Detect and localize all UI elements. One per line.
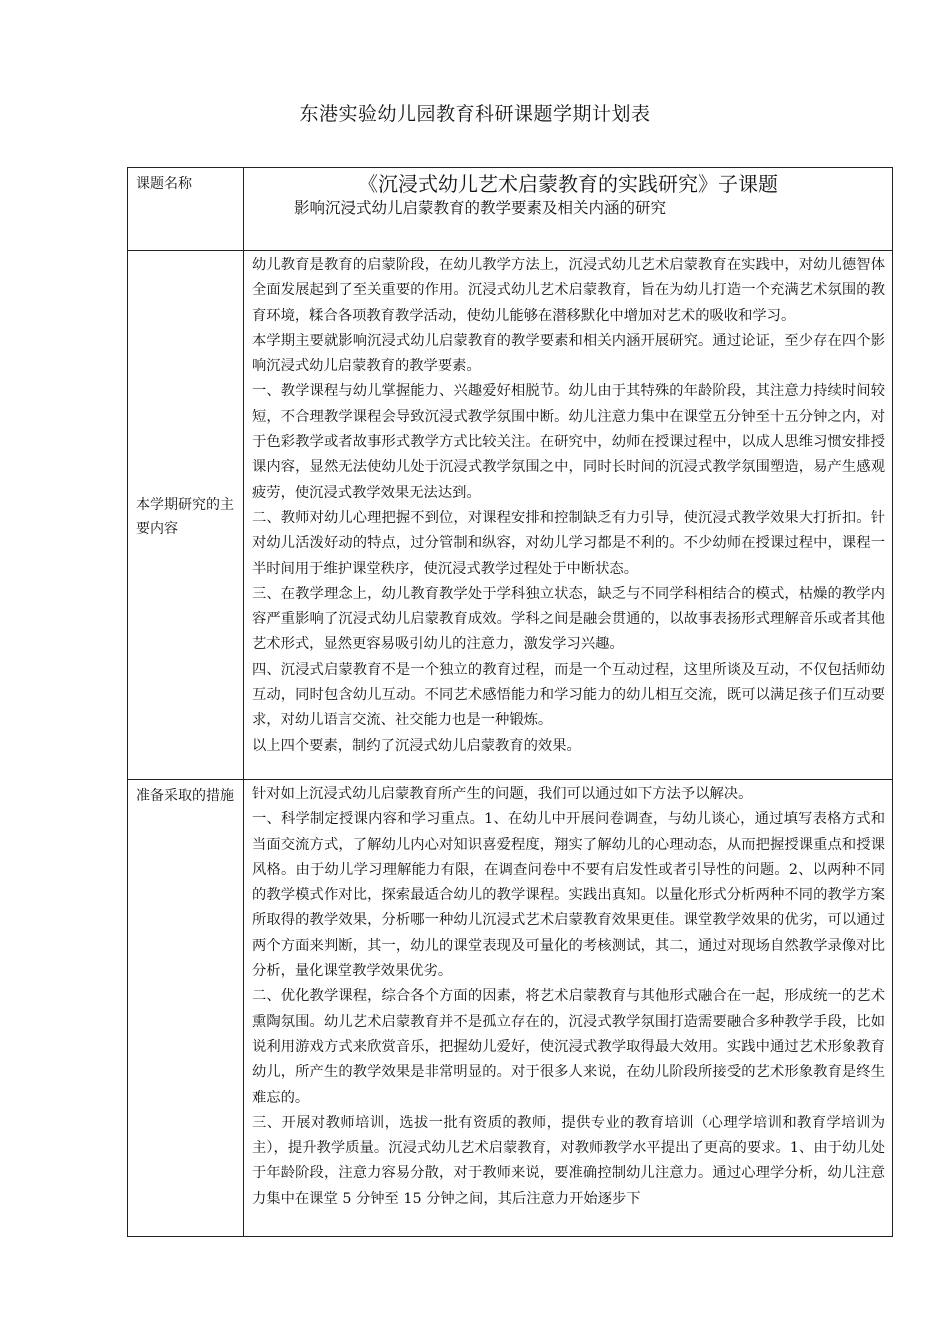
content-paragraph: 本学期主要就影响沉浸式幼儿启蒙教育的教学要素和相关内涵开展研究。通过论证，至少存在四个影响沉浸式幼儿启蒙教育的教学要素。	[252, 332, 885, 375]
course-name-label: 课题名称	[128, 168, 244, 251]
content-paragraph: 幼儿教育是教育的启蒙阶段，在幼儿教学方法上，沉浸式幼儿艺术启蒙教育在实践中，对幼儿德智体全面发展起到了至关重要的作用。沉浸式幼儿艺术启蒙教育，旨在为幼儿打造一个充满艺术氛围的教育环境，糅合各项教育教学活动，使幼儿能够在潜移默化中增加对艺术的吸收和学习。	[252, 257, 885, 324]
course-main-title: 《沉浸式幼儿艺术启蒙教育的实践研究》子课题	[358, 172, 778, 196]
content-paragraph: 一、教学课程与幼儿掌握能力、兴趣爱好相脱节。幼儿由于其特殊的年龄阶段，其注意力持续时间较短，不合理教学课程会导致沉浸式教学氛围中断。幼儿注意力集中在课堂五分钟至十五分钟之内，对于色彩教学或者故事形式教学方式比较关注。在研究中，幼师在授课过程中，以成人思维习惯安排授课内容，显然无法使幼儿处于沉浸式教学氛围之中，同时长时间的沉浸式教学氛围塑造，易产生感观疲劳，使沉浸式教学效果无法达到。	[252, 383, 885, 501]
measures-paragraph: 二、优化教学课程，综合各个方面的因素，将艺术启蒙教育与其他形式融合在一起，形成统一的艺术熏陶氛围。幼儿艺术启蒙教育并不是孤立存在的，沉浸式教学氛围打造需要融合多种教学手段，比如说利用游戏方式来欣赏音乐，把握幼儿爱好，使沉浸式教学取得最大效用。实践中通过艺术形象教育幼儿，所产生的教学效果是非常明显的。对于很多人来说，在幼儿阶段所接受的艺术形象教育是终生难忘的。	[252, 988, 885, 1106]
research-content-cell	[244, 251, 893, 780]
page-title: 东港实验幼儿园教育科研课题学期计划表	[299, 103, 651, 125]
plan-table	[127, 167, 893, 1237]
research-content-label: 本学期研究的主要内容	[128, 251, 244, 780]
measures-row	[128, 780, 893, 1237]
content-paragraph: 以上四个要素，制约了沉浸式幼儿启蒙教育的效果。	[252, 737, 581, 754]
course-name-row	[128, 168, 893, 251]
measures-paragraph: 三、开展对教师培训，选拔一批有资质的教师，提供专业的教育培训（心理学培训和教育学培训为主），提升教学质量。沉浸式幼儿艺术启蒙教育，对教师教学水平提出了更高的要求。1、由于幼儿处于年龄阶段，注意力容易分散，对于教师来说，要准确控制幼儿注意力。通过心理学分析，幼儿注意力集中在课堂 5 分钟至 15 分钟之间，其后注意力开始逐步下	[252, 1114, 885, 1207]
course-name-cell	[244, 168, 893, 251]
course-sub-title: 影响沉浸式幼儿启蒙教育的教学要素及相关内涵的研究	[294, 199, 667, 217]
measures-cell	[244, 780, 893, 1237]
content-paragraph: 三、在教学理念上，幼儿教育教学处于学科独立状态，缺乏与不同学科相结合的模式，枯燥的教学内容严重影响了沉浸式幼儿启蒙教育成效。学科之间是融会贯通的，以故事表扬形式理解音乐或者其他艺术形式，显然更容易吸引幼儿的注意力，激发学习兴趣。	[252, 585, 885, 653]
research-content-row	[128, 251, 893, 780]
measures-paragraph: 一、科学制定授课内容和学习重点。1、在幼儿中开展问卷调查，与幼儿谈心，通过填写表格方式和当面交流方式，了解幼儿内心对知识喜爱程度，翔实了解幼儿的心理动态，从而把握授课重点和授课风格。由于幼儿学习理解能力有限，在调查问卷中不要有启发性或者引导性的问题。2、以两种不同的教学模式作对比，探索最适合幼儿的教学课程。实践出真知。以量化形式分析两种不同的教学方案所取得的教学效果，分析哪一种幼儿沉浸式艺术启蒙教育效果更佳。课堂教学效果的优劣，可以通过两个方面来判断，其一，幼儿的课堂表现及可量化的考核测试，其二，通过对现场自然教学录像对比分析，量化课堂教学效果优劣。	[252, 811, 885, 980]
content-paragraph: 四、沉浸式启蒙教育不是一个独立的教育过程，而是一个互动过程，这里所谈及互动，不仅包括师幼互动，同时包含幼儿互动。不同艺术感悟能力和学习能力的幼儿相互交流，既可以满足孩子们互动要求，对幼儿语言交流、社交能力也是一种锻炼。	[252, 661, 885, 729]
measures-paragraph: 针对如上沉浸式幼儿启蒙教育所产生的问题，我们可以通过如下方法予以解决。	[252, 786, 753, 802]
content-paragraph: 二、教师对幼儿心理把握不到位，对课程安排和控制缺乏有力引导，使沉浸式教学效果大打折扣。针对幼儿活泼好动的特点，过分管制和纵容，对幼儿学习都是不利的。不少幼师在授课过程中，课程一半时间用于维护课堂秩序，使沉浸式教学过程处于中断状态。	[252, 509, 885, 577]
measures-label: 准备采取的措施	[128, 780, 244, 1237]
